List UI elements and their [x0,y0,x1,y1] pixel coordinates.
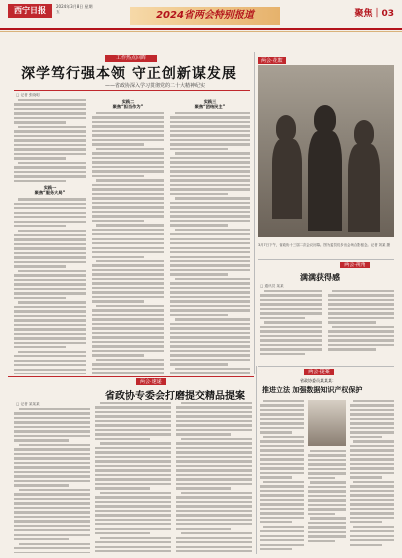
lead-subheadline: ——省政协深入学习贯彻党的二十大精神纪实 [104,83,205,89]
box2-kicker: 省政协委员某某某： [300,378,336,383]
section-tag: 聚焦｜03 [354,9,394,19]
lead-subhead-3: 实践三 聚焦“团结民主” [194,99,226,109]
photo-panel-label: 两会·花絮 [258,57,286,64]
box2-column-1 [260,400,304,550]
bottom-column-1 [14,408,90,553]
lead-column-3 [170,99,250,374]
photo-panel [258,65,394,245]
photo-caption: 3月7日下午，省政协十三届二次会议闭幕。图为委员们步出会场合影留念。记者 刘某 摄 [258,243,390,247]
newspaper-logo: 西宁日报 [8,4,52,18]
box2-column-2 [308,450,346,550]
box2-headline: 推进立法 加强数据知识产权保护 [262,386,363,394]
bottom-column-3 [176,402,252,553]
bottom-kicker: 两会·速递 [136,378,166,385]
delegate-portrait [308,400,346,446]
panel-divider-2 [258,366,394,367]
news-photo [258,65,394,237]
box1-label: 两会·视角 [340,262,370,268]
bottom-column-2 [95,402,171,553]
box1-byline: □ 通讯员 某某 [260,284,284,288]
box1-headline: 满满获得感 [300,273,340,282]
lead-subhead-1: 实践一 聚焦“服务大局” [34,185,66,196]
box2-column-3 [350,400,394,550]
issue-date: 2024年3月8日 星期五 [56,4,93,14]
masthead-rule [0,28,402,30]
box2-label: 两会·提案 [304,369,334,375]
lead-byline: □ 记者 张晓明 [16,93,40,97]
lead-subhead-2: 实践二 聚焦“担当作为” [112,99,144,109]
lead-headline: 深学笃行强本领 守正创新谋发展 [21,66,237,82]
bottom-byline: □ 记者 某某某 [16,402,40,406]
bottom-rule [8,376,254,377]
box1-column-1 [260,290,322,364]
masthead-rule-thin [0,31,402,32]
masthead [0,0,402,46]
panel-divider-1 [258,259,394,260]
box1-column-2 [328,290,394,364]
special-report-banner: 2024省两会特别报道 [130,7,280,25]
lead-column-1 [14,99,86,374]
bottom-headline: 省政协专委会打磨提交精品提案 [105,391,245,402]
bottom-divider [256,366,257,554]
lead-rule [14,90,250,91]
lead-kicker: 工作热点回眸 [105,55,157,62]
column-divider [254,52,255,374]
lead-column-2 [92,99,164,374]
